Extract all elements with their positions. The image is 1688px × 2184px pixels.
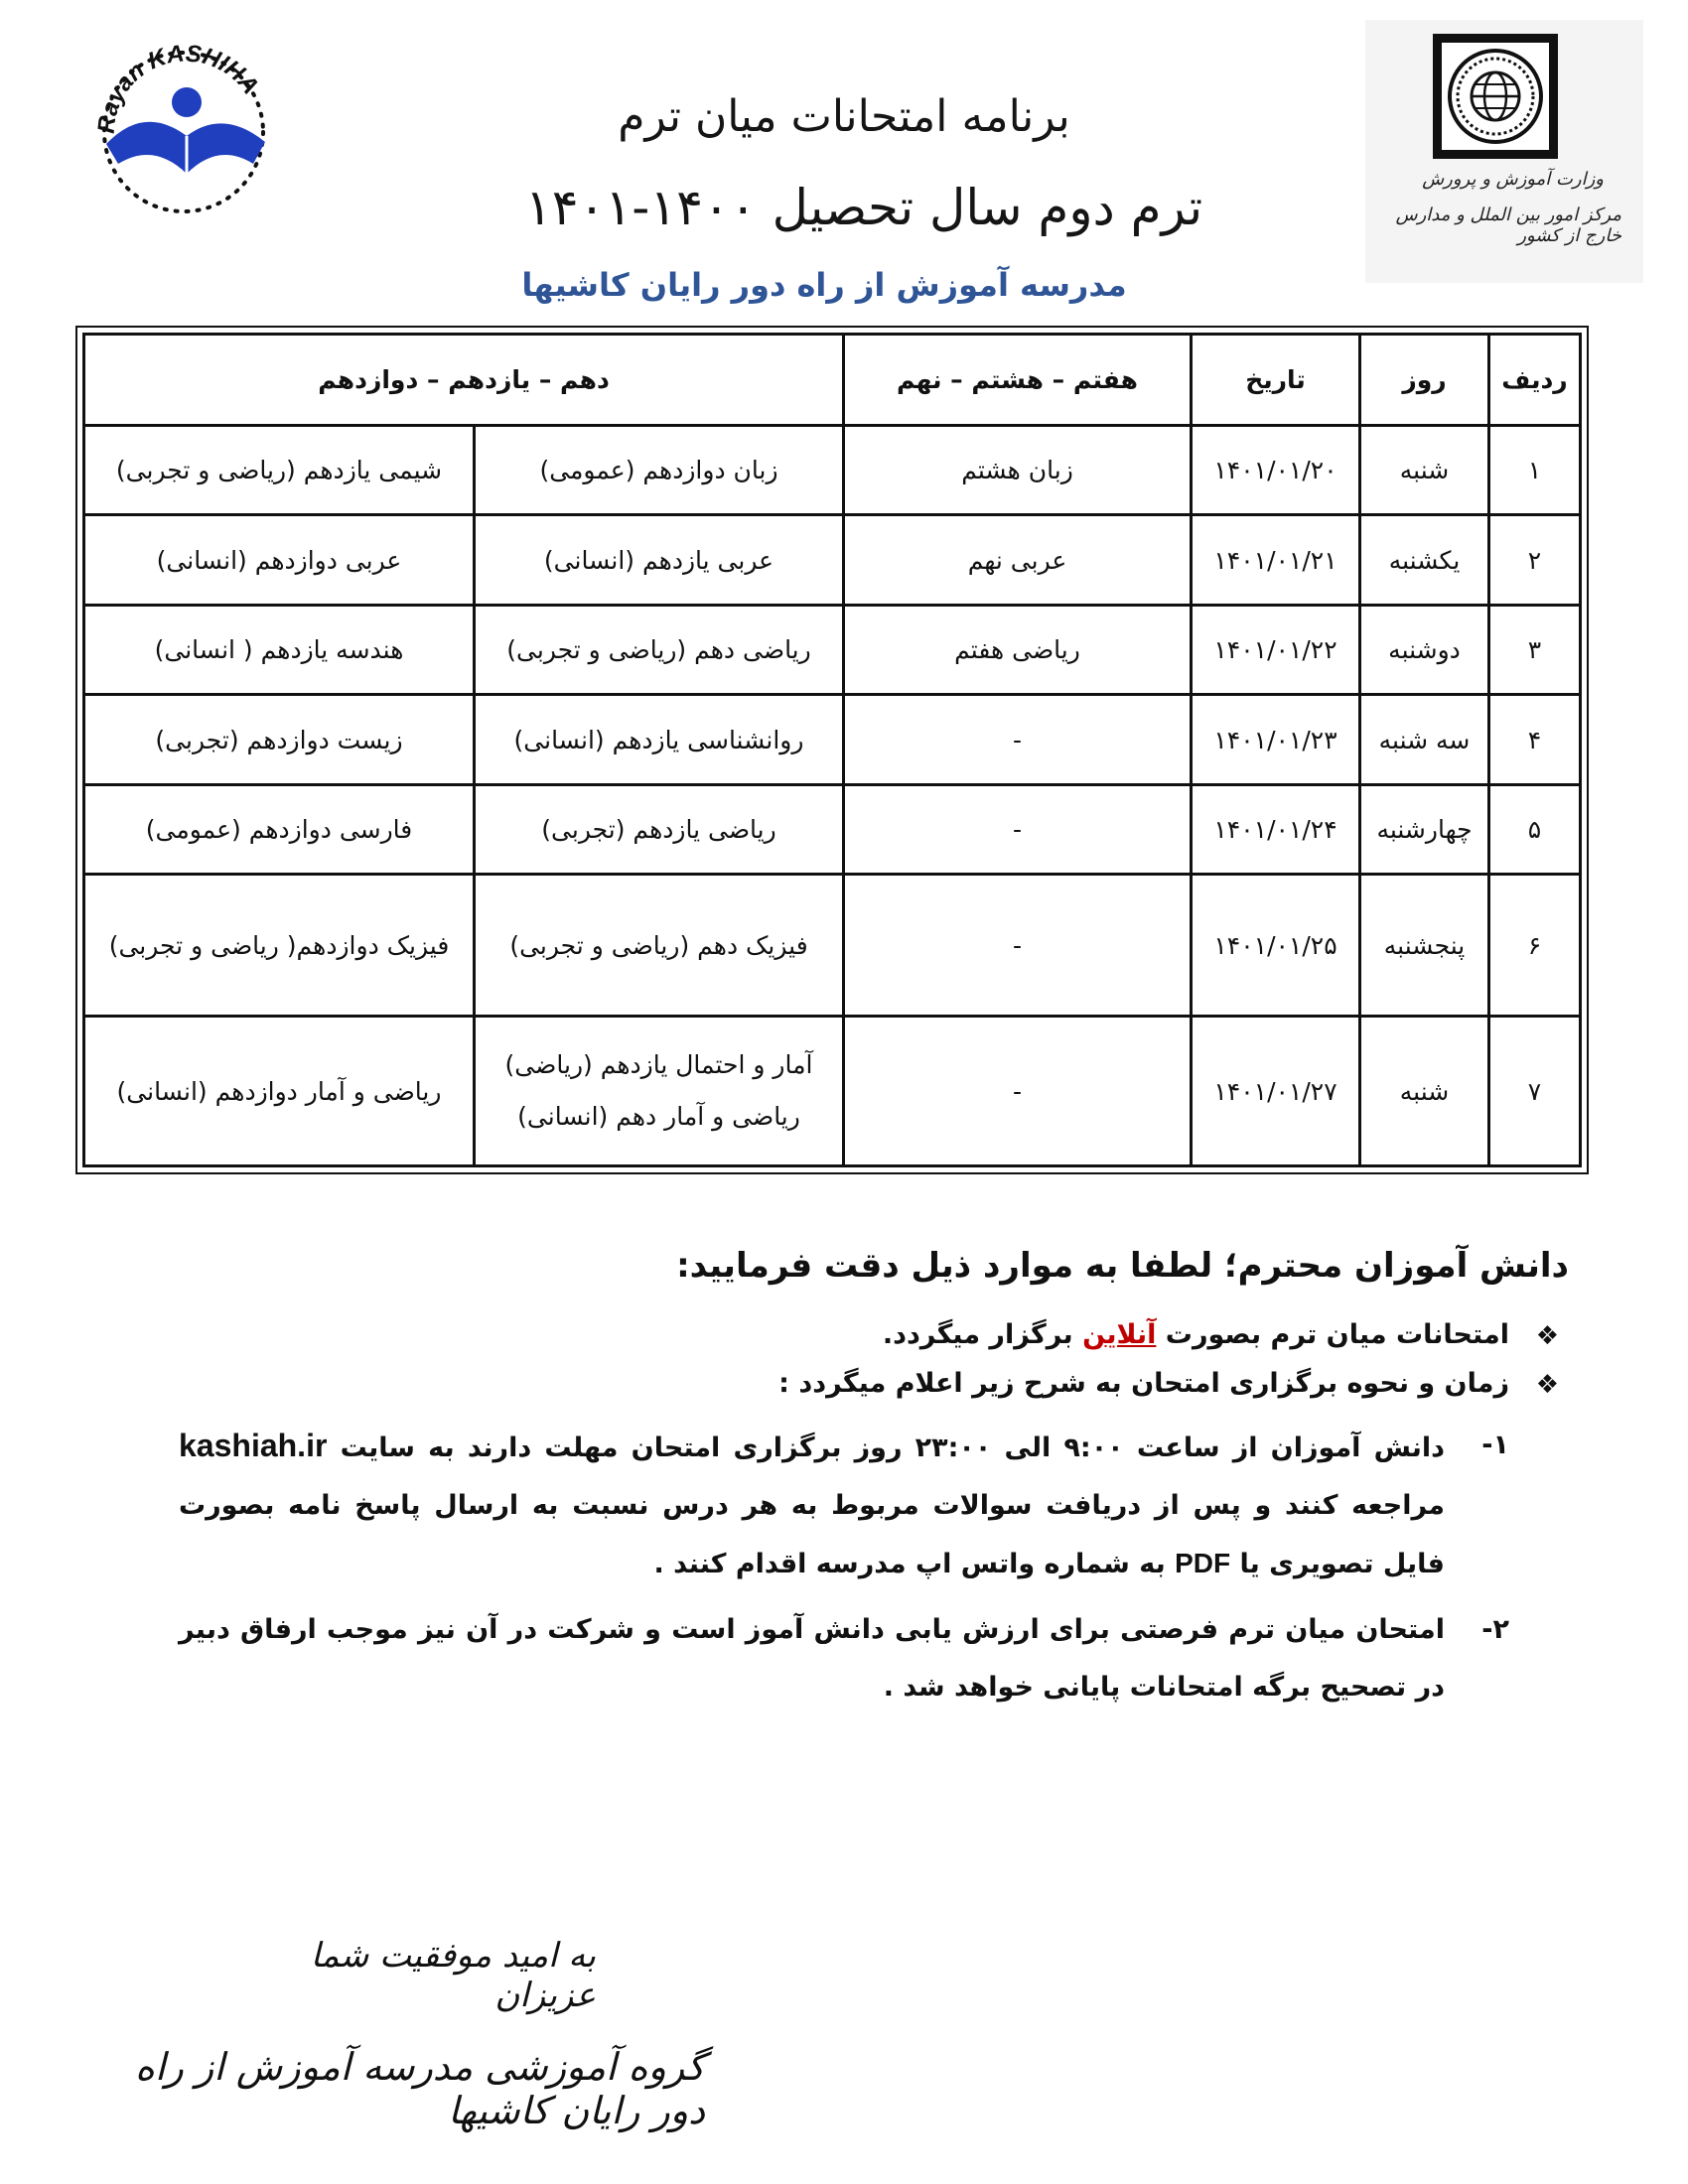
note-text: مراجعه کنند و پس از دریافت سوالات مربوط به هر درس نسبت به ارسال پاسخ نامه بصورت فایل تصویری یا (179, 1490, 1445, 1579)
row-exam-grades-10-12-a: ریاضی دهم (ریاضی و تجربی) (475, 605, 844, 694)
row-index: ۱ (1489, 426, 1581, 515)
table-row (84, 784, 1581, 874)
row-exam-grades-10-12-a: فیزیک دهم (ریاضی و تجربی) (475, 875, 844, 1017)
header-grades-7-9: هفتم – هشتم – نهم (844, 335, 1192, 426)
row-index: ۳ (1489, 605, 1581, 694)
ministry-name: وزارت آموزش و پرورش (1422, 169, 1604, 190)
numbered-note (179, 1417, 1569, 1593)
note-text: زمان و نحوه برگزاری امتحان به شرح زیر اعلام میگردد : (778, 1368, 1509, 1399)
website-link[interactable]: kashiah.ir (179, 1428, 328, 1463)
note-bullet (179, 1319, 1569, 1350)
row-exam-grades-10-12-a: ریاضی یازدهم (تجربی) (475, 784, 844, 874)
row-day: سه شنبه (1360, 695, 1489, 784)
ministry-logo-block (1365, 20, 1643, 283)
notes-intro: دانش آموزان محترم؛ لطفا به موارد ذیل دقت فرمایید: (676, 1246, 1569, 1286)
diamond-bullet-icon: ❖ (1535, 1321, 1559, 1351)
row-index: ۵ (1489, 784, 1581, 874)
row-day: چهارشنبه (1360, 784, 1489, 874)
table-row (84, 875, 1581, 1017)
ministry-emblem-icon (1433, 34, 1558, 159)
header-grades-10-12: دهم – یازدهم – دوازدهم (84, 335, 844, 426)
table-row (84, 1017, 1581, 1166)
row-day: شنبه (1360, 426, 1489, 515)
row-day: شنبه (1360, 1017, 1489, 1166)
numbered-note (179, 1601, 1569, 1716)
note-number: ۲- (1481, 1614, 1509, 1645)
row-exam-grades-10-12-b: ریاضی و آمار دوازدهم (انسانی) (84, 1017, 475, 1166)
diamond-bullet-icon: ❖ (1535, 1370, 1559, 1400)
row-exam-grades-10-12-a (475, 1017, 844, 1166)
row-day: پنجشنبه (1360, 875, 1489, 1017)
row-index: ۶ (1489, 875, 1581, 1017)
row-date: ۱۴۰۱/۰۱/۲۰ (1192, 426, 1360, 515)
reading-student-icon (84, 25, 283, 223)
row-exam-grades-10-12-b: زیست دوازدهم (تجربی) (84, 695, 475, 784)
note-text: برگزار میگردد. (882, 1319, 1083, 1350)
page-subtitle: ترم دوم سال تحصیل ۱۴۰۰-۱۴۰۱ (524, 179, 1203, 236)
row-exam-grades-7-9: - (844, 695, 1192, 784)
row-exam-grades-7-9: زبان هشتم (844, 426, 1192, 515)
row-date: ۱۴۰۱/۰۱/۲۱ (1192, 515, 1360, 605)
row-exam-grades-7-9: عربی نهم (844, 515, 1192, 605)
row-date: ۱۴۰۱/۰۱/۲۳ (1192, 695, 1360, 784)
row-exam-grades-10-12-b: فیزیک دوازدهم( ریاضی و تجربی) (84, 875, 475, 1017)
note-text: دانش آموزان از ساعت ۹:۰۰ الی ۲۳:۰۰ روز برگزاری امتحان مهلت دارند به سایت (327, 1433, 1445, 1463)
row-exam-grades-10-12-b: فارسی دوازدهم (عمومی) (84, 784, 475, 874)
exam-schedule-frame (75, 326, 1589, 1174)
exam-entry: ریاضی و آمار دهم (انسانی) (517, 1102, 800, 1132)
pdf-label: PDF (1175, 1548, 1231, 1578)
row-index: ۴ (1489, 695, 1581, 784)
signature-group: گروه آموزشی مدرسه آموزش از راه دور رایان کاشیها (135, 2045, 705, 2132)
row-exam-grades-10-12-a: زبان دوازدهم (عمومی) (475, 426, 844, 515)
row-exam-grades-7-9: ریاضی هفتم (844, 605, 1192, 694)
ministry-center-name: مرکز امور بین الملل و مدارس خارج از کشور (1395, 205, 1621, 246)
row-exam-grades-10-12-a: روانشناسی یازدهم (انسانی) (475, 695, 844, 784)
school-name: مدرسه آموزش از راه دور رایان کاشیها (521, 266, 1127, 304)
row-date: ۱۴۰۱/۰۱/۲۴ (1192, 784, 1360, 874)
notes-section (179, 1246, 1569, 1716)
row-exam-grades-10-12-b: عربی دوازدهم (انسانی) (84, 515, 475, 605)
note-bullet (179, 1368, 1569, 1399)
row-date: ۱۴۰۱/۰۱/۲۲ (1192, 605, 1360, 694)
row-date: ۱۴۰۱/۰۱/۲۵ (1192, 875, 1360, 1017)
row-exam-grades-7-9: - (844, 875, 1192, 1017)
rayan-kashiha-logo (84, 25, 283, 223)
row-exam-grades-10-12-b: شیمی یازدهم (ریاضی و تجربی) (84, 426, 475, 515)
header-day: روز (1360, 335, 1489, 426)
note-number: ۱- (1481, 1430, 1509, 1460)
page-title: برنامه امتحانات میان ترم (618, 91, 1070, 142)
row-date: ۱۴۰۱/۰۱/۲۷ (1192, 1017, 1360, 1166)
exam-entry: آمار و احتمال یازدهم (ریاضی) (504, 1050, 813, 1080)
row-index: ۲ (1489, 515, 1581, 605)
note-text: به شماره واتس اپ مدرسه اقدام کنند . (653, 1549, 1176, 1579)
header-index: ردیف (1489, 335, 1581, 426)
online-highlight: آنلاین (1082, 1319, 1157, 1350)
row-exam-grades-10-12-a: عربی یازدهم (انسانی) (475, 515, 844, 605)
note-text: امتحان میان ترم فرصتی برای ارزش یابی دانش آموز است و شرکت در آن نیز موجب ارفاق دبیر در تصحیح برگه امتحانات پایانی خواهد شد . (179, 1614, 1445, 1703)
table-row (84, 695, 1581, 784)
exam-schedule-table (82, 333, 1582, 1167)
logo-arc-text: Rayan KASHIHA (92, 40, 264, 135)
row-exam-grades-7-9: - (844, 1017, 1192, 1166)
row-index: ۷ (1489, 1017, 1581, 1166)
header-date: تاریخ (1192, 335, 1360, 426)
row-exam-grades-7-9: - (844, 784, 1192, 874)
table-header-row (84, 335, 1581, 426)
row-day: دوشنبه (1360, 605, 1489, 694)
table-row (84, 605, 1581, 694)
note-text: امتحانات میان ترم بصورت (1156, 1319, 1509, 1350)
row-day: یکشنبه (1360, 515, 1489, 605)
table-row (84, 426, 1581, 515)
table-row (84, 515, 1581, 605)
row-exam-grades-10-12-b: هندسه یازدهم ( انسانی) (84, 605, 475, 694)
signature-wish: به امید موفقیت شما عزیزان (310, 1936, 596, 2015)
